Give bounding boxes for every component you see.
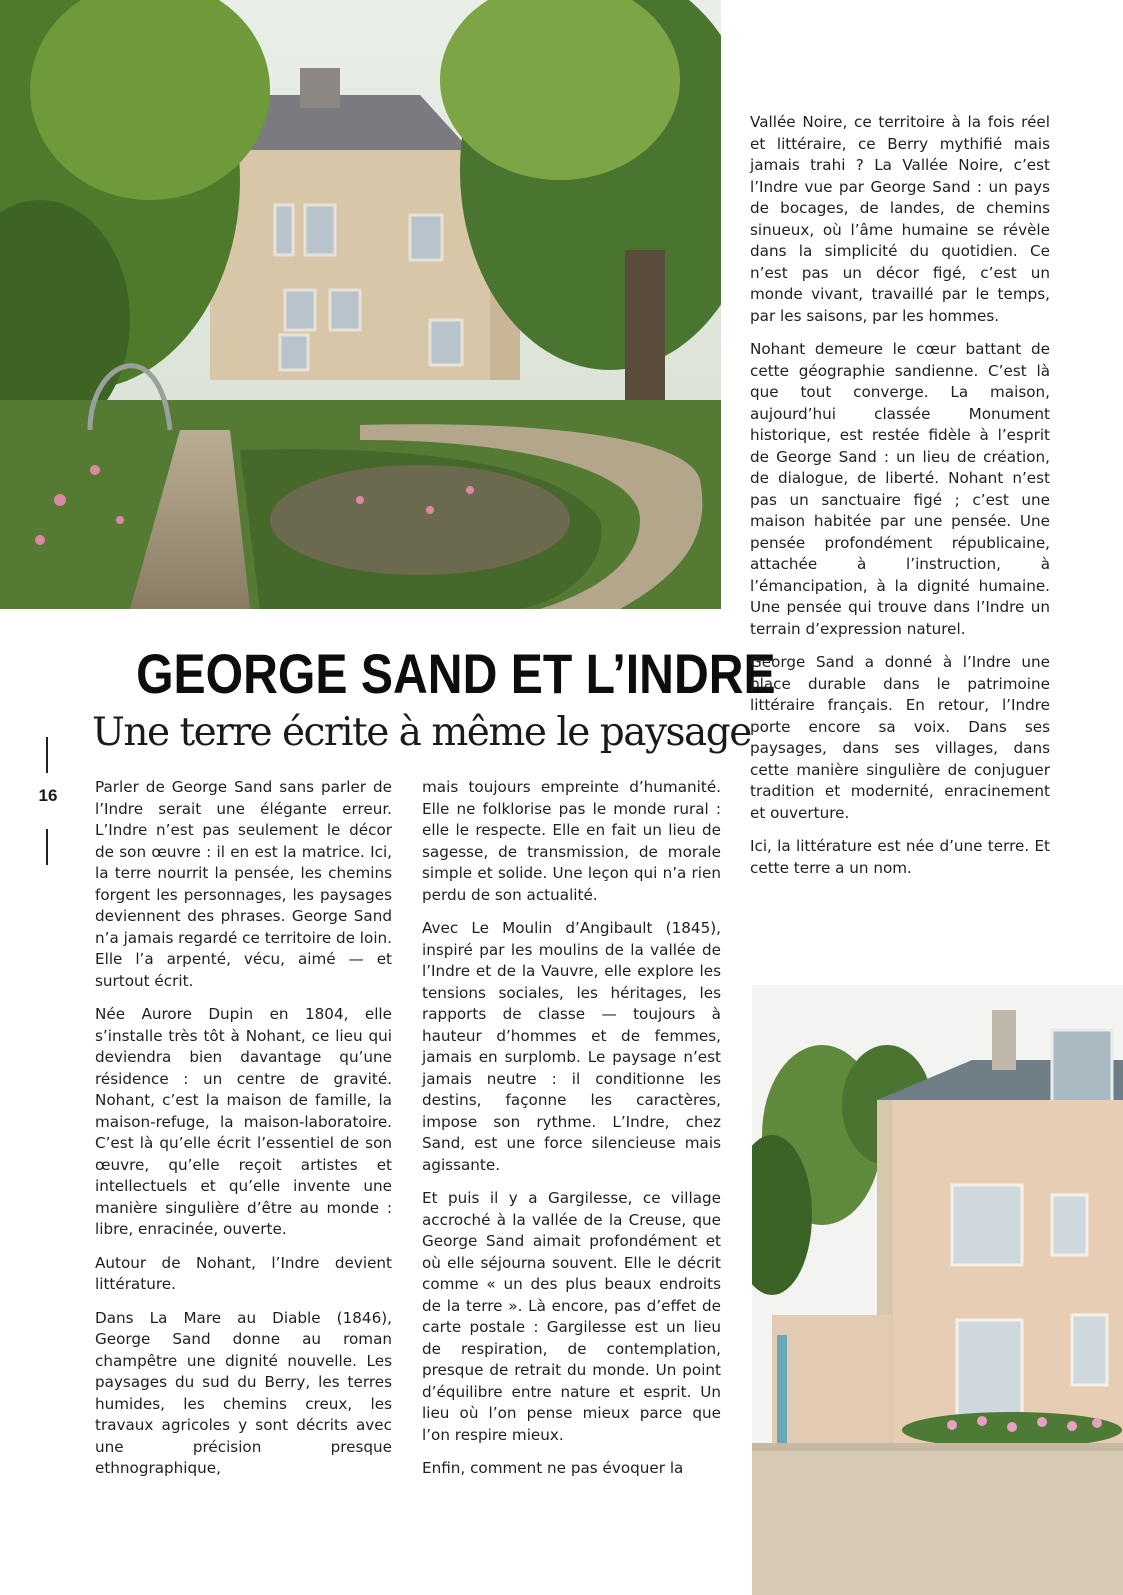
text-column-2: [422, 777, 721, 1492]
nohant-facade-illustration: [752, 985, 1123, 1595]
text-run: Avec: [422, 919, 472, 937]
paragraph: Parler de George Sand sans parler de l’Indre serait une élégante erreur. L’Indre n’est pas seulement le décor de son œuvre : il en est la matrice. Ici, la terre nourrit la pensée, les chemins forgent les personnages, les paysages deviennent des phrases. George Sand n’a jamais regardé ce territoire de loin. Elle l’a arpenté, vécu, aimé — et surtout écrit.: [95, 778, 392, 990]
text-run: Dans: [95, 1308, 150, 1327]
paragraph: Ici, la littérature est née d’une terre. Et cette terre a un nom.: [750, 837, 1050, 877]
paragraph: [422, 918, 721, 1176]
nohant-garden-illustration: [0, 0, 721, 609]
paragraph: Enfin, comment ne pas évoquer la: [422, 1459, 684, 1477]
book-title: Le Moulin d’Angibault: [471, 919, 653, 937]
paragraph: mais toujours empreinte d’humanité. Elle ne folklorise pas le monde rural : elle le respecte. Elle en fait un lieu de sagesse, de transmission, de morale simple et solide. Une leçon qui n’a rien perdu de son actualité.: [422, 778, 721, 904]
folio-rule-bottom: [46, 829, 48, 865]
article-subtitle: Une terre écrite à même le paysage: [92, 710, 751, 755]
text-column-1: [95, 777, 392, 1492]
paragraph: Nohant demeure le cœur battant de cette géographie sandienne. C’est là que tout converge. La maison, aujourd’hui classée Monument historique, est restée fidèle à l’esprit de George Sand : un lieu de création, de dialogue, de liberté. Nohant n’est pas un sanctuaire figé ; c’est une maison habitée par une pensée. Une pensée profondément républicaine, attachée à l’instruction, à l’émancipation, à la dignité humaine. Une pensée qui trouve dans l’Indre un terrain d’expression naturel.: [750, 340, 1050, 638]
folio-rule-top: [46, 737, 48, 773]
paragraph: [95, 1308, 392, 1480]
article-title: GEORGE SAND ET L’INDRE: [136, 642, 776, 705]
text-run: (1846), George Sand donne au roman champêtre une dignité nouvelle. Les paysages du sud du Berry, les terres humides, les chemins creux, les travaux agricoles y sont décrits avec une précision presque ethnographique,: [95, 1308, 392, 1477]
paragraph: Et puis il y a Gargilesse, ce village accroché à la vallée de la Creuse, que George Sand aimait profondément et où elle séjourna souvent. Elle le décrit comme « un des plus beaux endroits de la terre ». Là encore, pas d’effet de carte postale : Gargilesse est un lieu de respiration, de contemplation, presque de retrait du monde. Un point d’équilibre entre nature et esprit. Un lieu où l’on pense mieux parce que l’on respire mieux.: [422, 1189, 721, 1444]
book-title: La Mare au Diable: [149, 1308, 321, 1327]
paragraph: George Sand a donné à l’Indre une place durable dans le patrimoine littéraire français. En retour, l’Indre porte encore sa voix. Dans ses paysages, dans ses villages, dans cette manière singulière de conjuguer tradition et modernité, enracinement et ouverture.: [750, 653, 1050, 822]
paragraph: Née Aurore Dupin en 1804, elle s’installe très tôt à Nohant, ce lieu qui deviendra bien davantage qu’une résidence : un centre de gravité. Nohant, c’est la maison de famille, la maison-refuge, la maison-laboratoire. C’est là qu’elle écrit l’essentiel de son œuvre, qu’elle reçoit artistes et intellectuels et qu’elle invente une manière singulière d’être au monde : libre, enracinée, ouverte.: [95, 1005, 392, 1238]
photo-nohant-facade: [752, 985, 1123, 1595]
page-number: 16: [38, 786, 58, 805]
photo-nohant-garden: [0, 0, 721, 609]
text-run: (1845), inspiré par les moulins de la vallée de l’Indre et de la Vauvre, elle explore les tensions sociales, les héritages, les rapports de classe — toujours à hauteur d’hommes et de femmes, jamais en surplomb. Le paysage n’est jamais neutre : il conditionne les destins, façonne les caractères, impose son rythme. L’Indre, chez Sand, est une force silencieuse mais agissante.: [422, 919, 721, 1174]
paragraph: Vallée Noire, ce territoire à la fois réel et littéraire, ce Berry mythifié mais jamais trahi ? La Vallée Noire, c’est l’Indre vue par George Sand : un pays de bocages, de landes, de chemins sinueux, où l’âme humaine se révèle dans la simplicité du quotidien. Ce n’est pas un décor figé, c’est un monde vivant, travaillé par le temps, par les saisons, par les hommes.: [750, 113, 1050, 325]
paragraph: Autour de Nohant, l’Indre devient littérature.: [95, 1253, 392, 1293]
text-column-3: [750, 112, 1050, 891]
